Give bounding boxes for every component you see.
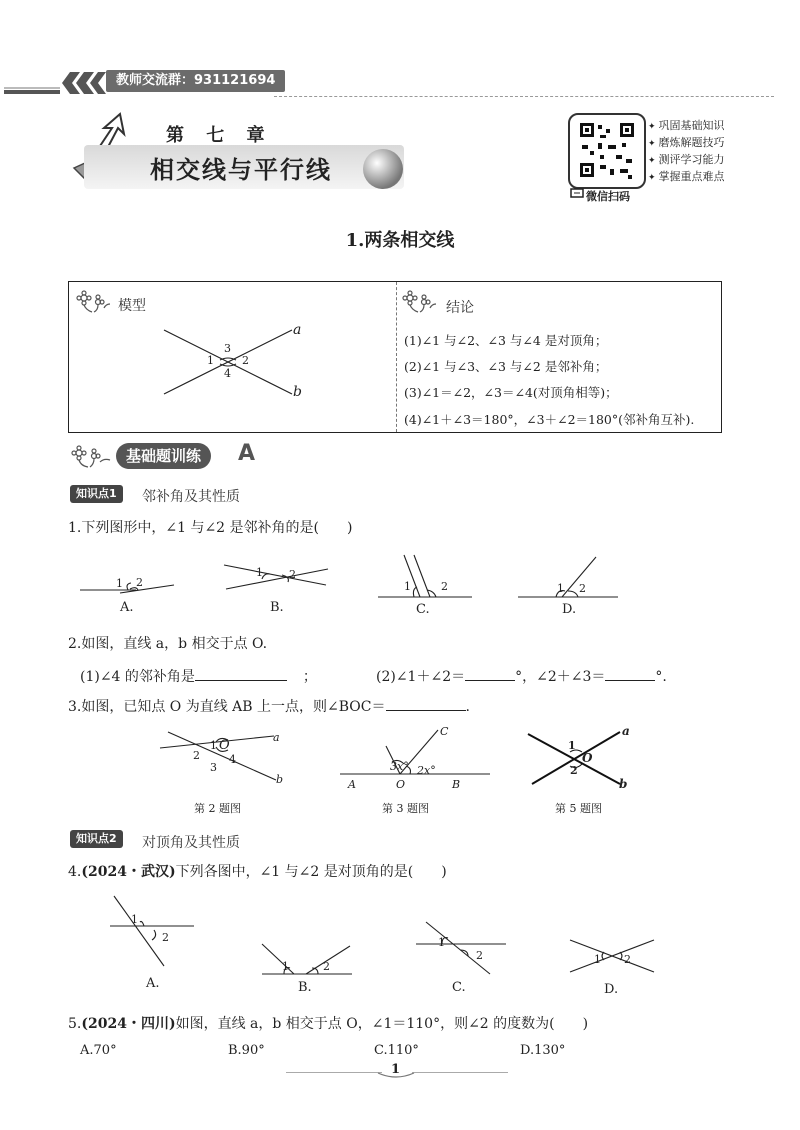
kp2-title: 对顶角及其性质 (142, 835, 240, 851)
qr-feature: ✦ 巩固基础知识 (648, 118, 725, 135)
q1-option-c: C. (416, 602, 430, 617)
q5-option-d: D.130° (520, 1043, 566, 1058)
section-title: 1.两条相交线 (345, 230, 455, 251)
qr-pattern-icon (570, 115, 644, 187)
q1a-label-1: 1 (116, 577, 123, 590)
q4-option-d: D. (604, 982, 619, 997)
q4a-label-1: 1 (131, 913, 138, 926)
q4-prefix: 4. (68, 864, 82, 880)
q3-blank[interactable] (386, 696, 466, 711)
question-3 (68, 696, 470, 717)
q1d-label-2: 2 (579, 582, 586, 595)
fig2-label-1: 1 (210, 739, 217, 752)
practice-level: A (238, 441, 256, 466)
fig5-label-2: 2 (570, 764, 578, 777)
conclusion-heading: 结论 (446, 300, 474, 316)
q4d-label-2: 2 (624, 953, 631, 966)
q1-option-a: A. (120, 600, 134, 615)
model-label-4: 4 (224, 367, 231, 380)
question-2: 2.如图，直线 a，b 相交于点 O. (68, 636, 268, 652)
qr-feature: ✦ 测评学习能力 (648, 152, 725, 169)
fig2-label-3: 3 (210, 761, 217, 774)
kp1-title: 邻补角及其性质 (142, 489, 240, 505)
fig2-label-4: 4 (229, 753, 236, 766)
fig3-label-3x: 3x° (390, 760, 409, 773)
footer-rule-right (412, 1072, 508, 1073)
header-dashed-line (274, 96, 774, 97)
q1c-label-2: 2 (441, 580, 448, 593)
qr-feature: ✦ 掌握重点难点 (648, 169, 725, 186)
q2-part1-text: (1)∠4 的邻补角是 (80, 669, 195, 685)
q4-option-a: A. (146, 976, 160, 991)
q5-source: (2024・四川) (81, 1016, 176, 1032)
q5-prefix: 5. (68, 1016, 82, 1032)
kp2-badge: 知识点2 (70, 830, 123, 848)
question-2-part-2 (376, 666, 667, 687)
chapter-sphere-icon (360, 146, 406, 192)
conclusion-4: (4)∠1＋∠3＝180°，∠3＋∠2＝180°(邻补角互补). (404, 412, 695, 427)
q4-option-b: B. (298, 980, 312, 995)
q2-part2-text: (2)∠1＋∠2＝ (376, 669, 466, 685)
q1a-label-2: 2 (136, 576, 143, 589)
q4d-label-1: 1 (594, 953, 601, 966)
q4-text: 下列各图中，∠1 与∠2 是对顶角的是( ) (175, 864, 447, 880)
q4-figures (106, 896, 666, 976)
q2-part1-blank[interactable] (195, 666, 287, 681)
figure-2 (160, 726, 290, 786)
q1c-label-1: 1 (404, 580, 411, 593)
fig3-label-2x: 2x° (417, 764, 436, 777)
fig5-caption: 第 5 题图 (555, 802, 602, 815)
question-1: 1.下列图形中，∠1 与∠2 是邻补角的是( ) (68, 520, 353, 536)
flower-icon (76, 290, 112, 314)
q2-part2-end: °. (655, 669, 667, 685)
footer-rule-left (286, 1072, 382, 1073)
q2-part2-blank-2[interactable] (605, 666, 655, 681)
q1-option-d: D. (562, 602, 577, 617)
q4a-label-2: 2 (162, 931, 169, 944)
kp1-badge: 知识点1 (70, 485, 123, 503)
q4c-label-2b: 2 (476, 949, 483, 962)
fig2-label-2: 2 (193, 749, 200, 762)
qr-caption: 微信扫码 (586, 190, 630, 203)
model-label-b: b (293, 384, 302, 400)
practice-heading: 基础题训练 (116, 443, 211, 469)
q4c-label-1: 1 (438, 936, 445, 949)
teacher-group-tag: 教师交流群：931121694 (106, 70, 285, 92)
q2-part2-mid: °，∠2＋∠3＝ (515, 669, 606, 685)
practice-flower-icon (70, 444, 114, 470)
q1d-label-1: 1 (557, 582, 564, 595)
figure-5 (528, 728, 628, 788)
fig2-label-b: b (276, 773, 284, 786)
fig2-label-O: O (219, 738, 230, 753)
qr-feature: ✦ 磨炼解题技巧 (648, 135, 725, 152)
fig5-label-a: a (622, 724, 630, 738)
qr-feature-list (648, 118, 725, 186)
q2-part2-blank-1[interactable] (465, 666, 515, 681)
qr-code[interactable] (568, 113, 646, 189)
question-2-part-1 (80, 666, 317, 687)
model-heading: 模型 (118, 298, 146, 314)
q3-text: 3.如图，已知点 O 为直线 AB 上一点，则∠BOC＝ (68, 699, 386, 715)
fig3-label-O: O (396, 778, 406, 791)
fig3-label-B: B (452, 778, 461, 791)
conclusion-1: (1)∠1 与∠2、∠3 与∠4 是对顶角； (404, 333, 608, 348)
fig5-label-1: 1 (568, 739, 576, 752)
question-4 (68, 862, 447, 882)
question-5 (68, 1014, 588, 1034)
fig5-label-b: b (619, 777, 628, 791)
fig2-label-a: a (273, 731, 280, 744)
q5-option-b: B.90° (228, 1043, 265, 1058)
chapter-title: 相交线与平行线 (150, 155, 332, 184)
fig5-label-O: O (582, 751, 593, 765)
q4c-label-2: 2 (323, 960, 330, 973)
q5-option-a: A.70° (80, 1043, 117, 1058)
q1b-label-1: 1 (256, 566, 263, 579)
model-figure (150, 320, 310, 410)
conclusion-2: (2)∠1 与∠3、∠3 与∠2 是邻补角； (404, 359, 608, 374)
page-number: 1 (391, 1062, 401, 1077)
model-label-a: a (293, 322, 302, 338)
q3-end: . (465, 699, 470, 715)
q1-option-b: B. (270, 600, 284, 615)
model-label-3: 3 (224, 342, 231, 355)
footer-ornament-icon (376, 1071, 416, 1079)
q4b-label-1: 1 (282, 960, 289, 973)
fig3-label-C: C (440, 725, 449, 738)
model-label-2: 2 (242, 354, 249, 367)
q1b-label-2: 2 (289, 568, 296, 581)
fig3-label-A: A (348, 778, 356, 791)
scan-icon (570, 186, 584, 200)
flower-icon (402, 290, 438, 314)
q4-source: (2024・武汉) (81, 864, 176, 880)
q1-figures (78, 555, 638, 605)
conclusion-3: (3)∠1＝∠2，∠3＝∠4(对顶角相等)； (404, 385, 618, 400)
chapter-number: 第 七 章 (166, 125, 273, 146)
q5-text: 如图，直线 a，b 相交于点 O，∠1＝110°，则∠2 的度数为( ) (175, 1016, 589, 1032)
figure-3 (340, 726, 490, 786)
q2-part1-end: ； (302, 669, 317, 685)
q5-option-c: C.110° (374, 1043, 419, 1058)
model-label-1: 1 (207, 354, 214, 367)
q4-option-c: C. (452, 980, 466, 995)
fig2-caption: 第 2 题图 (194, 802, 241, 815)
box-divider (396, 282, 397, 432)
fig3-caption: 第 3 题图 (382, 802, 429, 815)
